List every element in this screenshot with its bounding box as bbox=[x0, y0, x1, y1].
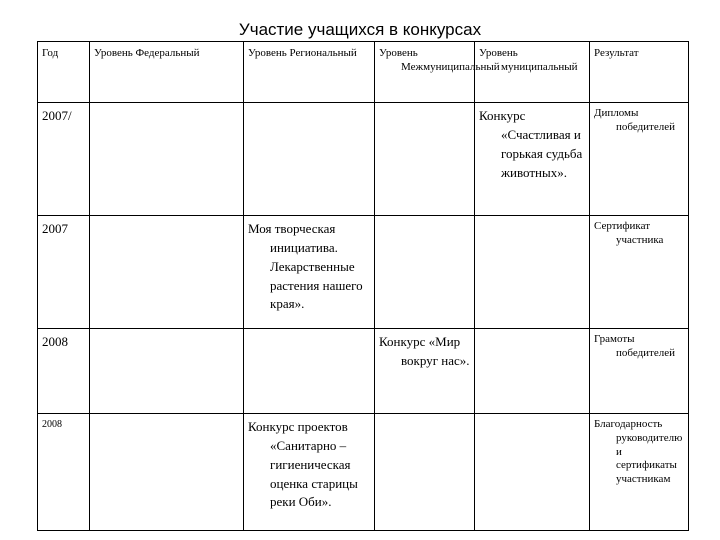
cell-federal bbox=[90, 103, 244, 216]
contests-table bbox=[37, 41, 689, 531]
cell-result bbox=[590, 103, 689, 216]
cell-municipal bbox=[475, 414, 590, 531]
cell-intermunicipal-text: Конкурс «Мир вокруг нас». bbox=[379, 334, 470, 368]
cell-regional-text: Моя творческая инициатива. Лекарственные растения нашего края». bbox=[248, 221, 363, 312]
cell-regional-text: Конкурс проектов «Санитарно – гигиеническая оценка старицы реки Оби». bbox=[248, 419, 358, 510]
table-row bbox=[38, 414, 689, 531]
cell-regional bbox=[244, 103, 375, 216]
table-row bbox=[38, 103, 689, 216]
cell-federal bbox=[90, 329, 244, 414]
cell-regional bbox=[244, 414, 375, 531]
cell-intermunicipal bbox=[375, 329, 475, 414]
header-regional bbox=[244, 42, 375, 103]
cell-result bbox=[590, 329, 689, 414]
cell-result-text: Дипломы победителей bbox=[594, 107, 676, 133]
header-intermunicipal bbox=[375, 42, 500, 103]
cell-federal bbox=[90, 216, 244, 329]
cell-result-text: Благодарность руководителю и сертификаты участникам bbox=[594, 418, 683, 485]
cell-regional bbox=[244, 329, 375, 414]
header-municipal-text: Уровень муниципальный bbox=[479, 47, 578, 74]
table-row bbox=[38, 329, 689, 414]
cell-result bbox=[590, 216, 689, 329]
page-title: Участие учащихся в конкурсах bbox=[238, 20, 482, 39]
cell-intermunicipal bbox=[375, 103, 475, 216]
cell-intermunicipal bbox=[375, 216, 475, 329]
cell-regional bbox=[244, 216, 375, 329]
header-result: Результат bbox=[590, 42, 689, 103]
cell-municipal bbox=[475, 216, 590, 329]
header-federal: Уровень Федеральный bbox=[90, 42, 244, 103]
cell-municipal bbox=[475, 329, 590, 414]
cell-result-text: Сертификат участника bbox=[594, 220, 664, 246]
cell-year: 2008 bbox=[38, 414, 90, 531]
header-row bbox=[38, 42, 689, 103]
cell-year: 2007 bbox=[38, 216, 90, 329]
cell-federal bbox=[90, 414, 244, 531]
header-intermunicipal-text: Уровень Межмуниципальный bbox=[379, 47, 500, 74]
header-year: Год bbox=[38, 42, 90, 103]
cell-intermunicipal bbox=[375, 414, 475, 531]
table-row bbox=[38, 216, 689, 329]
cell-result bbox=[590, 414, 689, 531]
cell-result-text: Грамоты победителей bbox=[594, 333, 676, 359]
header-regional-text: Уровень Региональный bbox=[248, 47, 357, 59]
cell-year: 2007/ bbox=[38, 103, 90, 216]
cell-municipal-text: Конкурс «Счастливая и горькая судьба животных». bbox=[479, 108, 583, 180]
cell-municipal bbox=[475, 103, 590, 216]
cell-year: 2008 bbox=[38, 329, 90, 414]
